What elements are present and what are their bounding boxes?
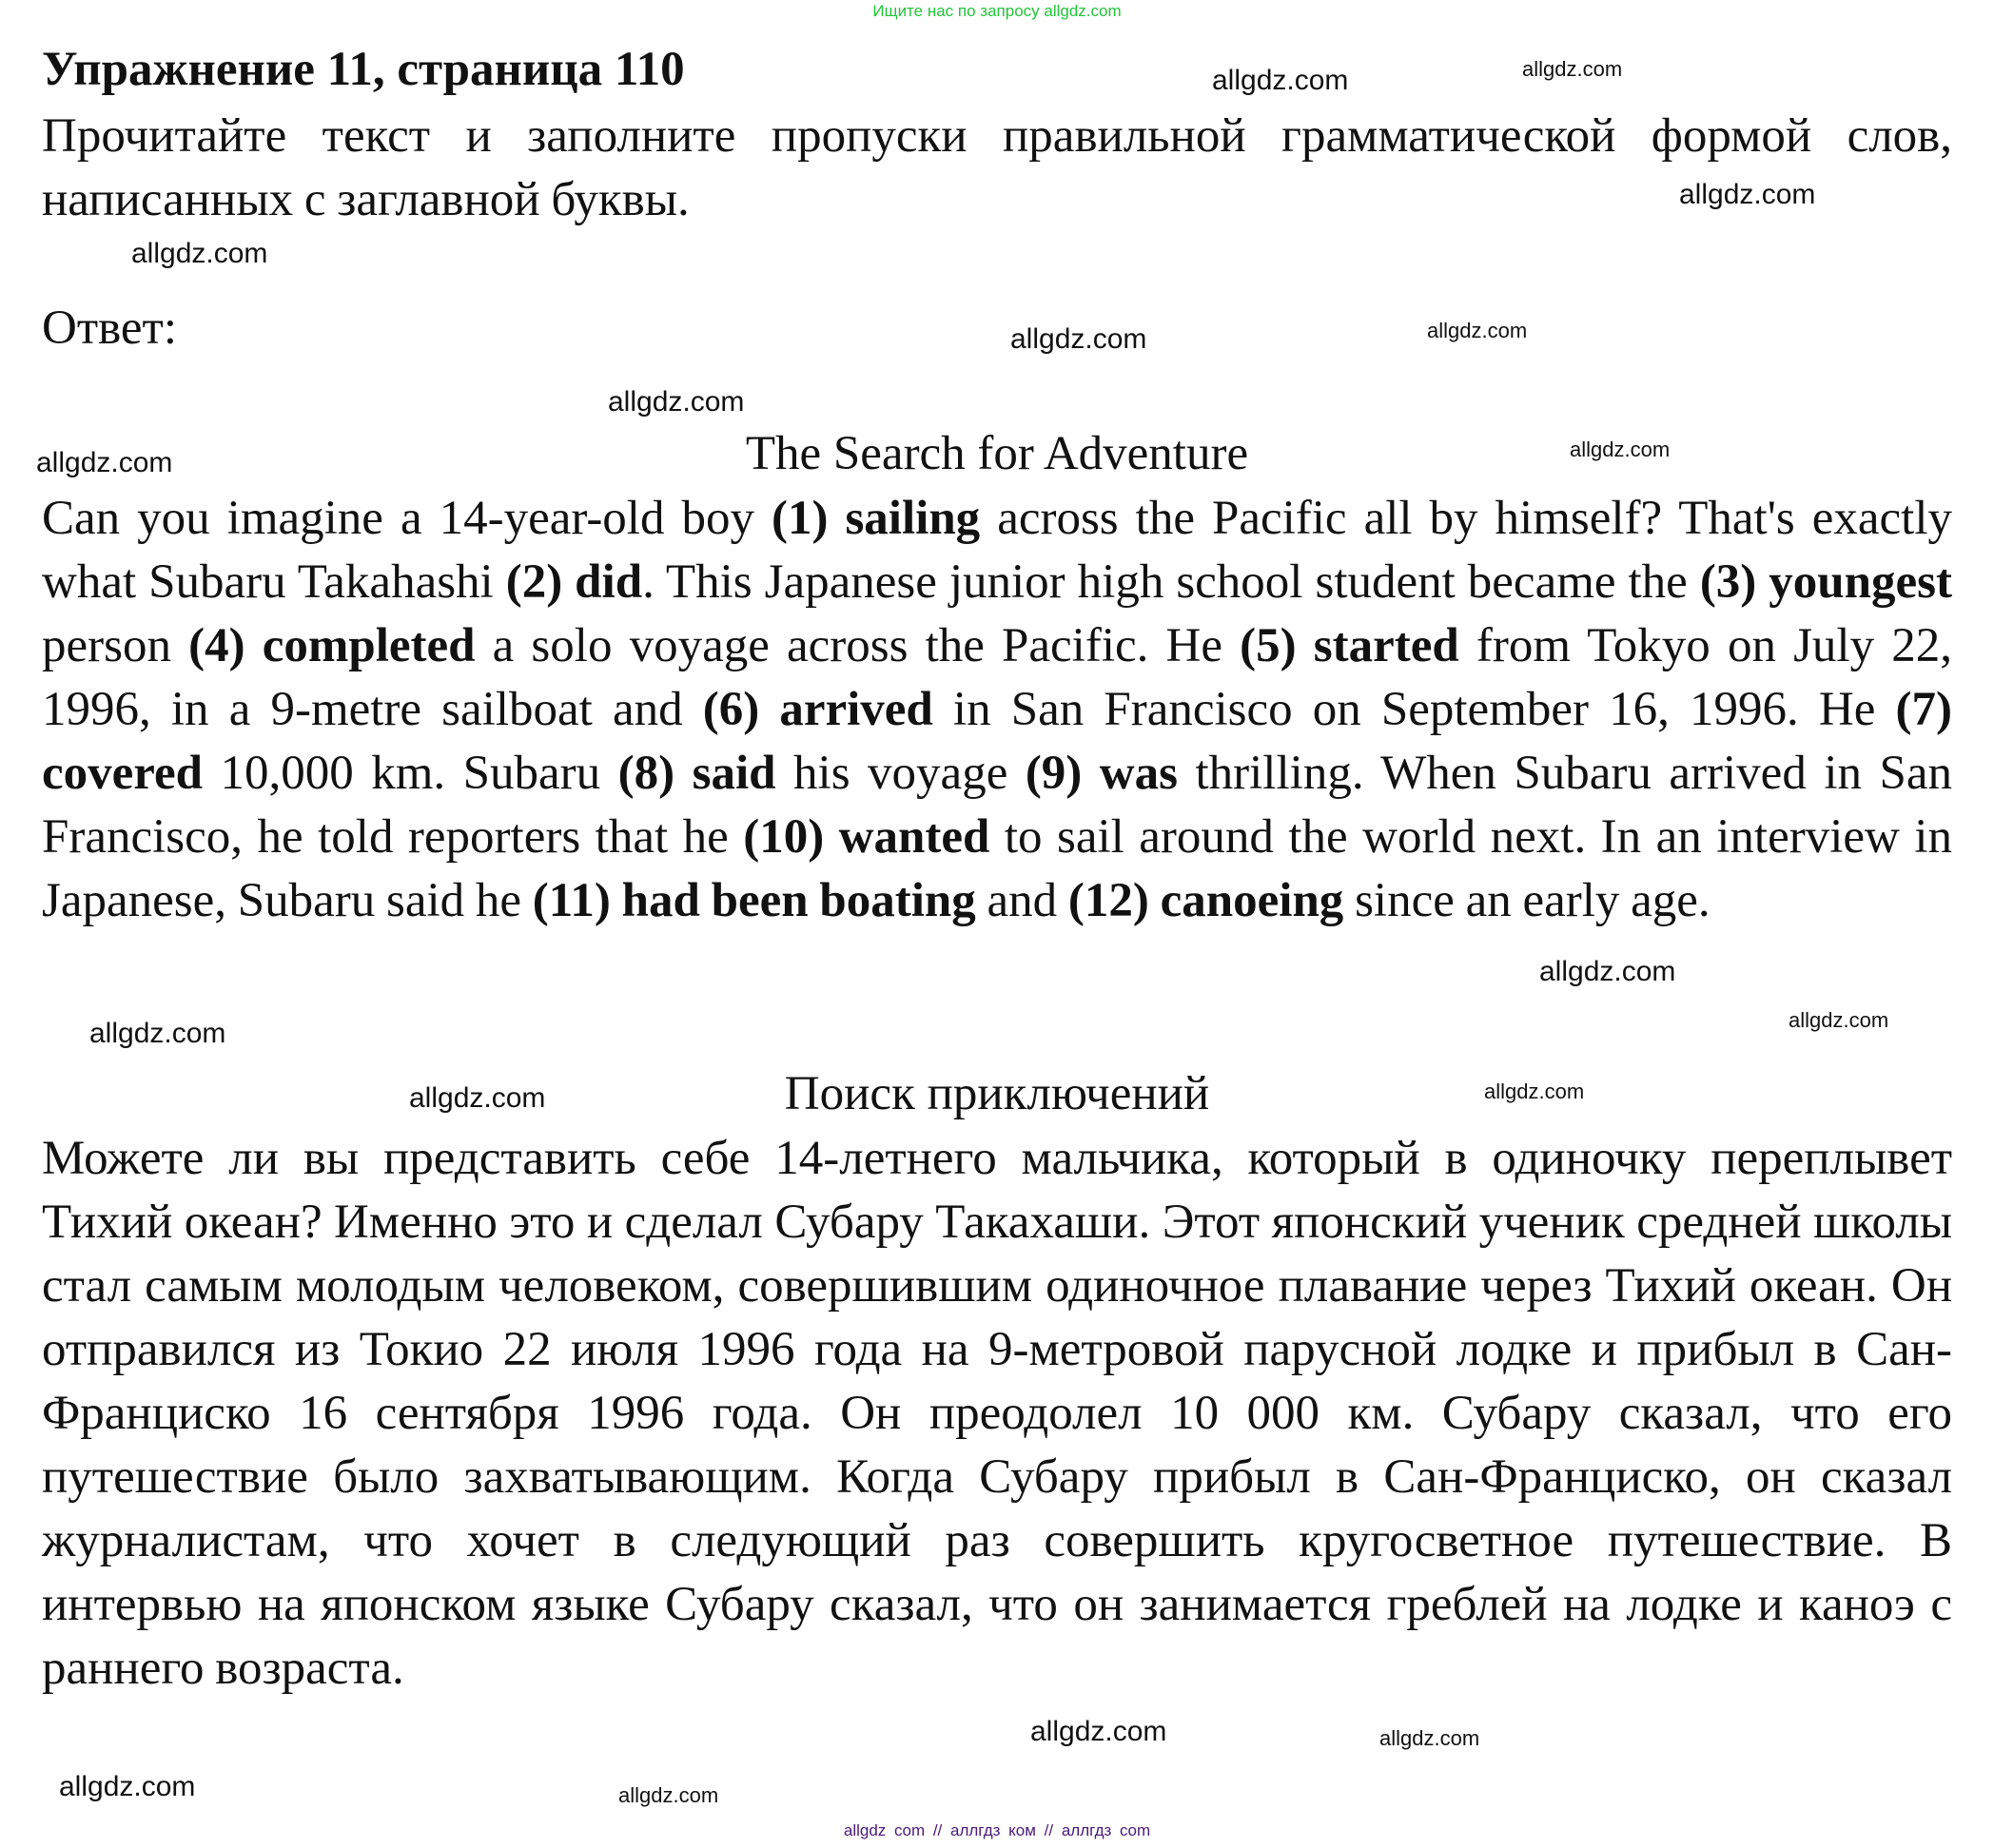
text-segment: his voyage [775, 747, 1026, 800]
watermark: allgdz.com [1570, 438, 1671, 461]
watermark: allgdz.com [1379, 1726, 1480, 1750]
text-segment: . This Japanese junior high school student became the [642, 555, 1700, 609]
watermark: allgdz.com [618, 1783, 719, 1807]
answer-word: (7) covered [42, 683, 1952, 800]
watermark: allgdz.com [1212, 65, 1349, 96]
watermark: allgdz.com [1539, 956, 1676, 987]
text-segment: and [975, 874, 1068, 927]
answer-word: (10) wanted [743, 810, 990, 864]
watermark: allgdz.com [1010, 323, 1147, 355]
watermark: allgdz.com [1030, 1716, 1167, 1747]
text-segment: from Tokyo on July 22, 1996, in a 9-metre sailboat and [42, 619, 1952, 736]
watermark: allgdz.com [131, 238, 268, 269]
answer-word: (11) had been boating [532, 874, 976, 927]
top-banner[interactable]: Ищите нас по запросу allgdz.com [872, 2, 1122, 20]
english-heading: The Search for Adventure [745, 427, 1249, 480]
watermark: allgdz.com [1427, 319, 1528, 342]
watermark: allgdz.com [1484, 1080, 1585, 1103]
watermark: allgdz.com [409, 1082, 546, 1114]
answer-word: (1) sailing [771, 492, 981, 545]
answer-word: (8) said [617, 747, 776, 800]
watermark: allgdz.com [59, 1771, 196, 1802]
text-segment: a solo voyage across the Pacific. He [475, 619, 1241, 672]
watermark: allgdz.com [89, 1018, 226, 1049]
answer-word: (3) youngest [1699, 555, 1952, 609]
watermark: allgdz.com [608, 386, 745, 418]
russian-heading: Поиск приключений [784, 1067, 1210, 1120]
text-segment: since an early age. [1343, 874, 1711, 927]
exercise-title: Упражнение 11, страница 110 [42, 43, 685, 96]
russian-paragraph: Можете ли вы представить себе 14-летнего мальчика, который в одиночку переплывет Тихий океан? Именно это и сделал Субару Такахаши. Этот японский ученик средней школы стал самым молодым человеком, совершившим одиночное плавание через Тихий океан. Он отправился из Токио 22 июля 1996 года на 9-метровой парусной лодке и прибыл в Сан-Франциско 16 сентября 1996 года. Он преодолел 10 000 км. Субару сказал, что его путешествие было захватывающим. Когда Субару прибыл в Сан-Франциско, он сказал журналистам, что хочет в следующий раз совершить кругосветное путешествие. В интервью на японском языке Субару сказал, что он занимается греблей на лодке и каноэ с раннего возраста. [42, 1132, 1952, 1695]
footer-links[interactable]: allgdz com // аллгдз ком // аллгдз com [843, 1821, 1151, 1839]
watermark: allgdz.com [36, 447, 173, 478]
watermark: allgdz.com [1789, 1008, 1889, 1032]
answer-word: (12) canoeing [1067, 874, 1344, 927]
answer-label: Ответ: [42, 302, 177, 355]
answer-word: (2) did [505, 555, 643, 609]
answer-word: (6) arrived [702, 683, 933, 736]
text-segment: to sail around the world next. In an interview in Japanese, Subaru said he [42, 810, 1952, 927]
text-segment: 10,000 km. Subaru [203, 747, 618, 800]
watermark: allgdz.com [1679, 179, 1816, 210]
text-segment: thrilling. When Subaru arrived in San Francisco, he told reporters that he [42, 747, 1952, 864]
exercise-instruction: Прочитайте текст и заполните пропуски правильной грамматической формой слов, написанных с заглавной буквы. [42, 109, 1952, 226]
text-segment: person [42, 619, 189, 672]
text-segment: Can you imagine a 14-year-old boy [42, 492, 772, 545]
answer-word: (4) completed [188, 619, 476, 672]
text-segment: across the Pacific all by himself? That's exactly what Subaru Takahashi [42, 492, 1952, 609]
english-paragraph [42, 487, 1952, 933]
answer-word: (9) was [1025, 747, 1178, 800]
answer-word: (5) started [1240, 619, 1459, 672]
text-segment: in San Francisco on September 16, 1996. He [932, 683, 1896, 736]
watermark: allgdz.com [1522, 57, 1623, 81]
